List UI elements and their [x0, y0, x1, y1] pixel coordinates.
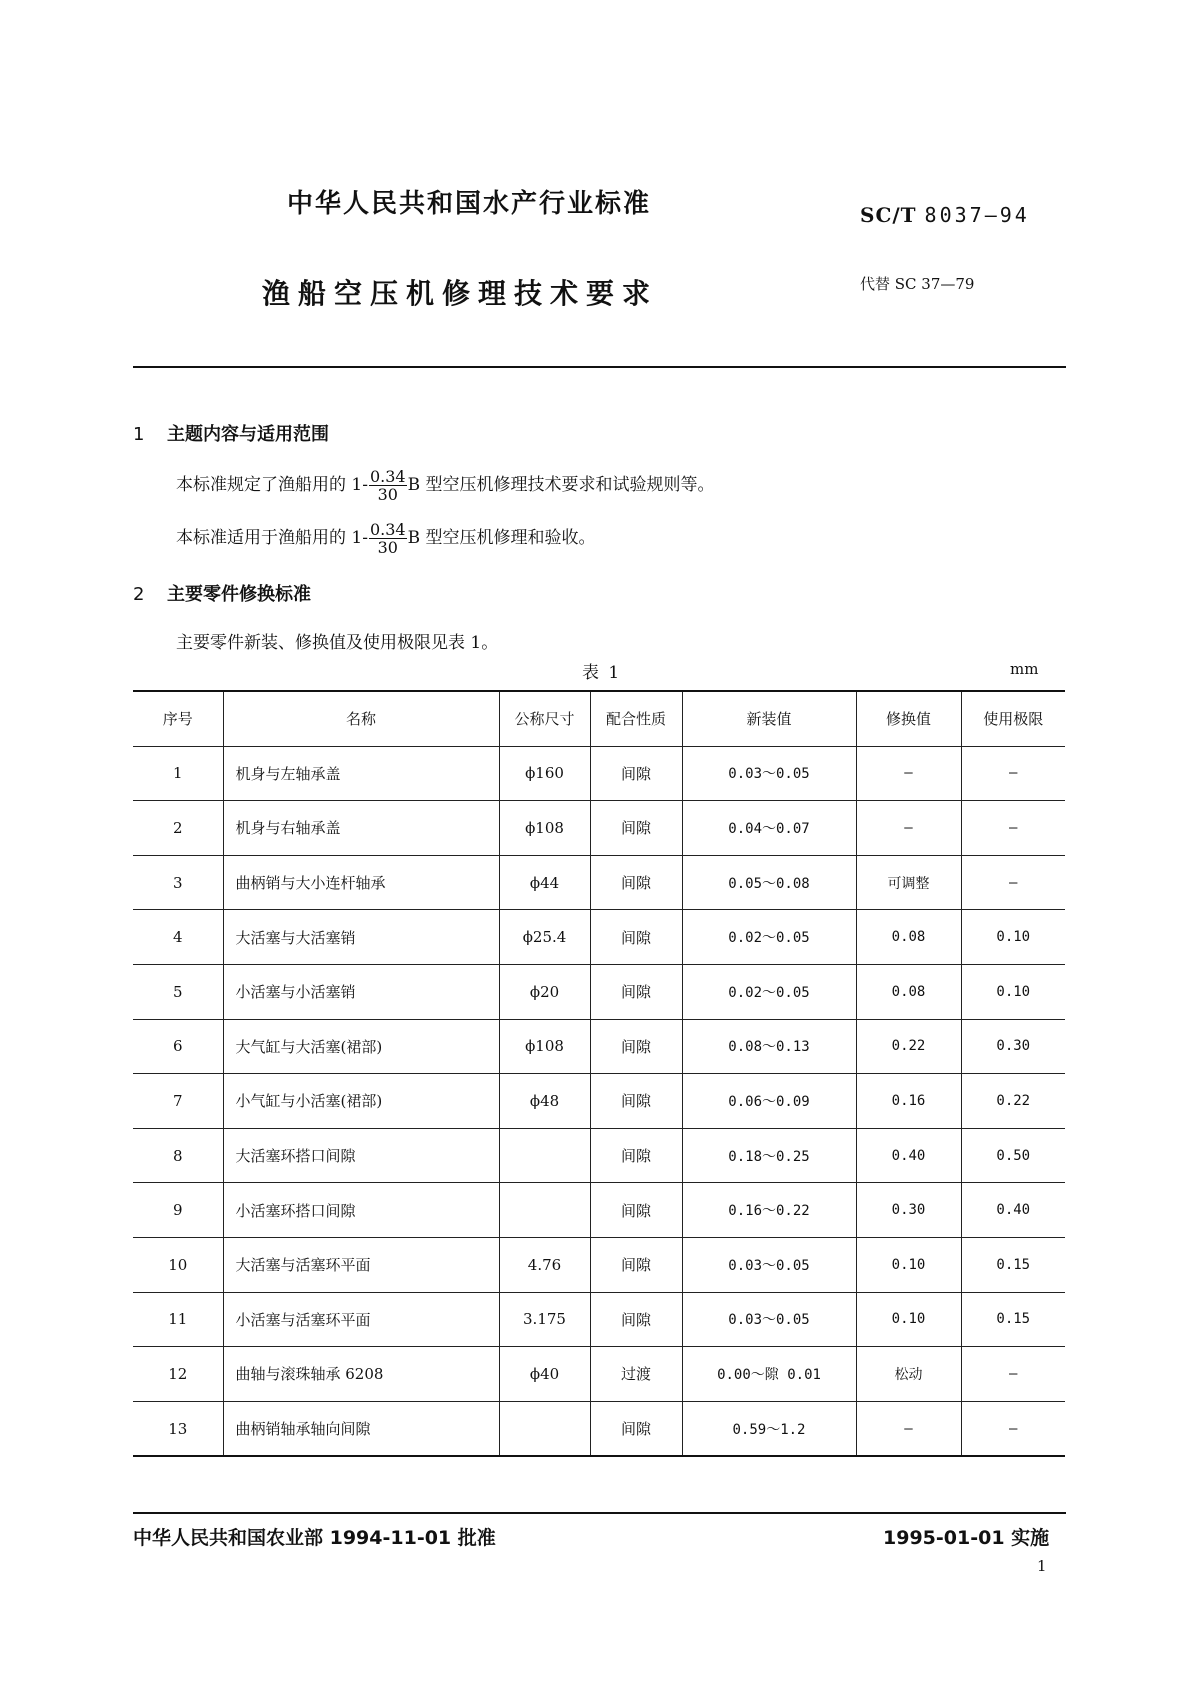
- fraction-numerator: 0.34: [369, 520, 406, 539]
- fit-type-cell: 间隙: [590, 1074, 682, 1129]
- p2-text-end: B 型空压机修理和验收。: [407, 528, 596, 548]
- nominal-size-cell: 3.175: [499, 1292, 590, 1347]
- table-row: [133, 801, 1065, 856]
- row-index-cell: 6: [133, 1019, 223, 1074]
- nominal-size-cell: ϕ48: [499, 1074, 590, 1129]
- document-title: 渔船空压机修理技术要求: [262, 277, 659, 310]
- replace-value-cell: —: [856, 746, 961, 801]
- table-row: [133, 1292, 1065, 1347]
- table-row: [133, 910, 1065, 965]
- service-limit-cell: —: [961, 1347, 1065, 1402]
- fit-type-cell: 间隙: [590, 964, 682, 1019]
- nominal-size-cell: ϕ44: [499, 855, 590, 910]
- service-limit-cell: 0.30: [961, 1019, 1065, 1074]
- section-1-paragraph-2: [176, 521, 596, 556]
- new-value-cell: 0.02～0.05: [682, 910, 856, 965]
- table-row: [133, 1401, 1065, 1456]
- p1-text-start: 本标准规定了渔船用的 1-: [176, 475, 368, 495]
- new-value-cell: 0.16～0.22: [682, 1183, 856, 1238]
- new-value-cell: 0.03～0.05: [682, 1237, 856, 1292]
- standard-code: [860, 203, 1030, 227]
- table-row: [133, 1074, 1065, 1129]
- p1-text-end: B 型空压机修理技术要求和试验规则等。: [407, 475, 715, 495]
- replace-value-cell: 0.10: [856, 1237, 961, 1292]
- replace-value-cell: 0.30: [856, 1183, 961, 1238]
- fit-type-cell: 间隙: [590, 1292, 682, 1347]
- service-limit-cell: 0.22: [961, 1074, 1065, 1129]
- table-unit: mm: [1010, 660, 1039, 678]
- service-limit-cell: 0.10: [961, 910, 1065, 965]
- replace-value-cell: —: [856, 801, 961, 856]
- row-index-cell: 3: [133, 855, 223, 910]
- section-1-number: 1: [133, 424, 145, 445]
- new-value-cell: 0.59～1.2: [682, 1401, 856, 1456]
- section-2-heading: [133, 580, 311, 606]
- nominal-size-cell: [499, 1128, 590, 1183]
- part-name-cell: 小活塞与小活塞销: [223, 964, 499, 1019]
- row-index-cell: 11: [133, 1292, 223, 1347]
- row-index-cell: 9: [133, 1183, 223, 1238]
- nominal-size-cell: ϕ108: [499, 1019, 590, 1074]
- service-limit-cell: 0.10: [961, 964, 1065, 1019]
- column-header: 名称: [223, 691, 499, 746]
- header-divider: [133, 366, 1066, 368]
- nominal-size-cell: ϕ108: [499, 801, 590, 856]
- row-index-cell: 4: [133, 910, 223, 965]
- table-row: [133, 1019, 1065, 1074]
- nominal-size-cell: ϕ40: [499, 1347, 590, 1402]
- standard-code-prefix: SC/T: [860, 203, 917, 227]
- part-name-cell: 曲柄销轴承轴向间隙: [223, 1401, 499, 1456]
- row-index-cell: 10: [133, 1237, 223, 1292]
- part-name-cell: 机身与左轴承盖: [223, 746, 499, 801]
- column-header: 修换值: [856, 691, 961, 746]
- column-header: 序号: [133, 691, 223, 746]
- nominal-size-cell: 4.76: [499, 1237, 590, 1292]
- part-name-cell: 大活塞环搭口间隙: [223, 1128, 499, 1183]
- new-value-cell: 0.08～0.13: [682, 1019, 856, 1074]
- row-index-cell: 5: [133, 964, 223, 1019]
- fit-type-cell: 间隙: [590, 801, 682, 856]
- fit-type-cell: 间隙: [590, 1237, 682, 1292]
- new-value-cell: 0.05～0.08: [682, 855, 856, 910]
- new-value-cell: 0.03～0.05: [682, 1292, 856, 1347]
- column-header: 新装值: [682, 691, 856, 746]
- table-row: [133, 855, 1065, 910]
- part-name-cell: 曲柄销与大小连杆轴承: [223, 855, 499, 910]
- replace-value-cell: 0.40: [856, 1128, 961, 1183]
- effective-date: 1995-01-01 实施: [883, 1527, 1050, 1549]
- table-header-row: [133, 691, 1065, 746]
- fit-type-cell: 间隙: [590, 746, 682, 801]
- service-limit-cell: 0.50: [961, 1128, 1065, 1183]
- row-index-cell: 13: [133, 1401, 223, 1456]
- replace-value-cell: 可调整: [856, 855, 961, 910]
- section-1-title: 主题内容与适用范围: [167, 424, 329, 445]
- part-name-cell: 大活塞与活塞环平面: [223, 1237, 499, 1292]
- nominal-size-cell: ϕ20: [499, 964, 590, 1019]
- replace-value-cell: 0.08: [856, 964, 961, 1019]
- table-row: [133, 746, 1065, 801]
- replace-value-cell: 0.16: [856, 1074, 961, 1129]
- fit-type-cell: 间隙: [590, 1183, 682, 1238]
- model-fraction: [369, 468, 407, 503]
- section-1-heading: [133, 420, 329, 446]
- column-header: 公称尺寸: [499, 691, 590, 746]
- fit-type-cell: 间隙: [590, 910, 682, 965]
- nominal-size-cell: ϕ160: [499, 746, 590, 801]
- column-header: 配合性质: [590, 691, 682, 746]
- section-2-title: 主要零件修换标准: [167, 584, 311, 605]
- fraction-denominator: 30: [377, 485, 398, 504]
- table-caption: 表 1: [582, 663, 622, 683]
- new-value-cell: 0.04～0.07: [682, 801, 856, 856]
- org-title: 中华人民共和国水产行业标准: [287, 189, 652, 219]
- footer-divider: [133, 1512, 1066, 1514]
- service-limit-cell: 0.40: [961, 1183, 1065, 1238]
- section-1-paragraph-1: [176, 468, 715, 503]
- model-fraction: [369, 521, 407, 556]
- row-index-cell: 7: [133, 1074, 223, 1129]
- replace-value-cell: 0.08: [856, 910, 961, 965]
- part-name-cell: 大活塞与大活塞销: [223, 910, 499, 965]
- new-value-cell: 0.18～0.25: [682, 1128, 856, 1183]
- replace-value-cell: —: [856, 1401, 961, 1456]
- fit-type-cell: 间隙: [590, 1019, 682, 1074]
- service-limit-cell: —: [961, 746, 1065, 801]
- new-value-cell: 0.06～0.09: [682, 1074, 856, 1129]
- approval-statement: 中华人民共和国农业部 1994-11-01 批准: [133, 1527, 496, 1549]
- part-name-cell: 小活塞与活塞环平面: [223, 1292, 499, 1347]
- replace-value-cell: 松动: [856, 1347, 961, 1402]
- part-name-cell: 小活塞环搭口间隙: [223, 1183, 499, 1238]
- new-value-cell: 0.00～隙 0.01: [682, 1347, 856, 1402]
- nominal-size-cell: [499, 1183, 590, 1238]
- page-number: 1: [1037, 1557, 1047, 1575]
- fit-type-cell: 间隙: [590, 1128, 682, 1183]
- fit-type-cell: 间隙: [590, 1401, 682, 1456]
- service-limit-cell: —: [961, 801, 1065, 856]
- table-row: [133, 964, 1065, 1019]
- replaces-note: 代替 SC 37—79: [860, 275, 975, 293]
- replace-value-cell: 0.10: [856, 1292, 961, 1347]
- fit-type-cell: 过渡: [590, 1347, 682, 1402]
- new-value-cell: 0.02～0.05: [682, 964, 856, 1019]
- fraction-denominator: 30: [377, 538, 398, 557]
- table-row: [133, 1237, 1065, 1292]
- table-row: [133, 1183, 1065, 1238]
- service-limit-cell: 0.15: [961, 1237, 1065, 1292]
- nominal-size-cell: ϕ25.4: [499, 910, 590, 965]
- service-limit-cell: 0.15: [961, 1292, 1065, 1347]
- section-2-number: 2: [133, 584, 145, 605]
- column-header: 使用极限: [961, 691, 1065, 746]
- table-body: [133, 746, 1065, 1456]
- part-name-cell: 大气缸与大活塞(裙部): [223, 1019, 499, 1074]
- row-index-cell: 1: [133, 746, 223, 801]
- fraction-numerator: 0.34: [369, 467, 406, 486]
- nominal-size-cell: [499, 1401, 590, 1456]
- table-row: [133, 1128, 1065, 1183]
- part-name-cell: 曲轴与滚珠轴承 6208: [223, 1347, 499, 1402]
- new-value-cell: 0.03～0.05: [682, 746, 856, 801]
- fit-type-cell: 间隙: [590, 855, 682, 910]
- service-limit-cell: —: [961, 1401, 1065, 1456]
- p2-text-start: 本标准适用于渔船用的 1-: [176, 528, 368, 548]
- replace-value-cell: 0.22: [856, 1019, 961, 1074]
- parts-table: [133, 690, 1065, 1457]
- row-index-cell: 2: [133, 801, 223, 856]
- row-index-cell: 8: [133, 1128, 223, 1183]
- table-row: [133, 1347, 1065, 1402]
- standard-code-number: 8037—94: [924, 203, 1030, 227]
- part-name-cell: 机身与右轴承盖: [223, 801, 499, 856]
- service-limit-cell: —: [961, 855, 1065, 910]
- row-index-cell: 12: [133, 1347, 223, 1402]
- part-name-cell: 小气缸与小活塞(裙部): [223, 1074, 499, 1129]
- section-2-paragraph: 主要零件新装、修换值及使用极限见表 1。: [176, 633, 499, 653]
